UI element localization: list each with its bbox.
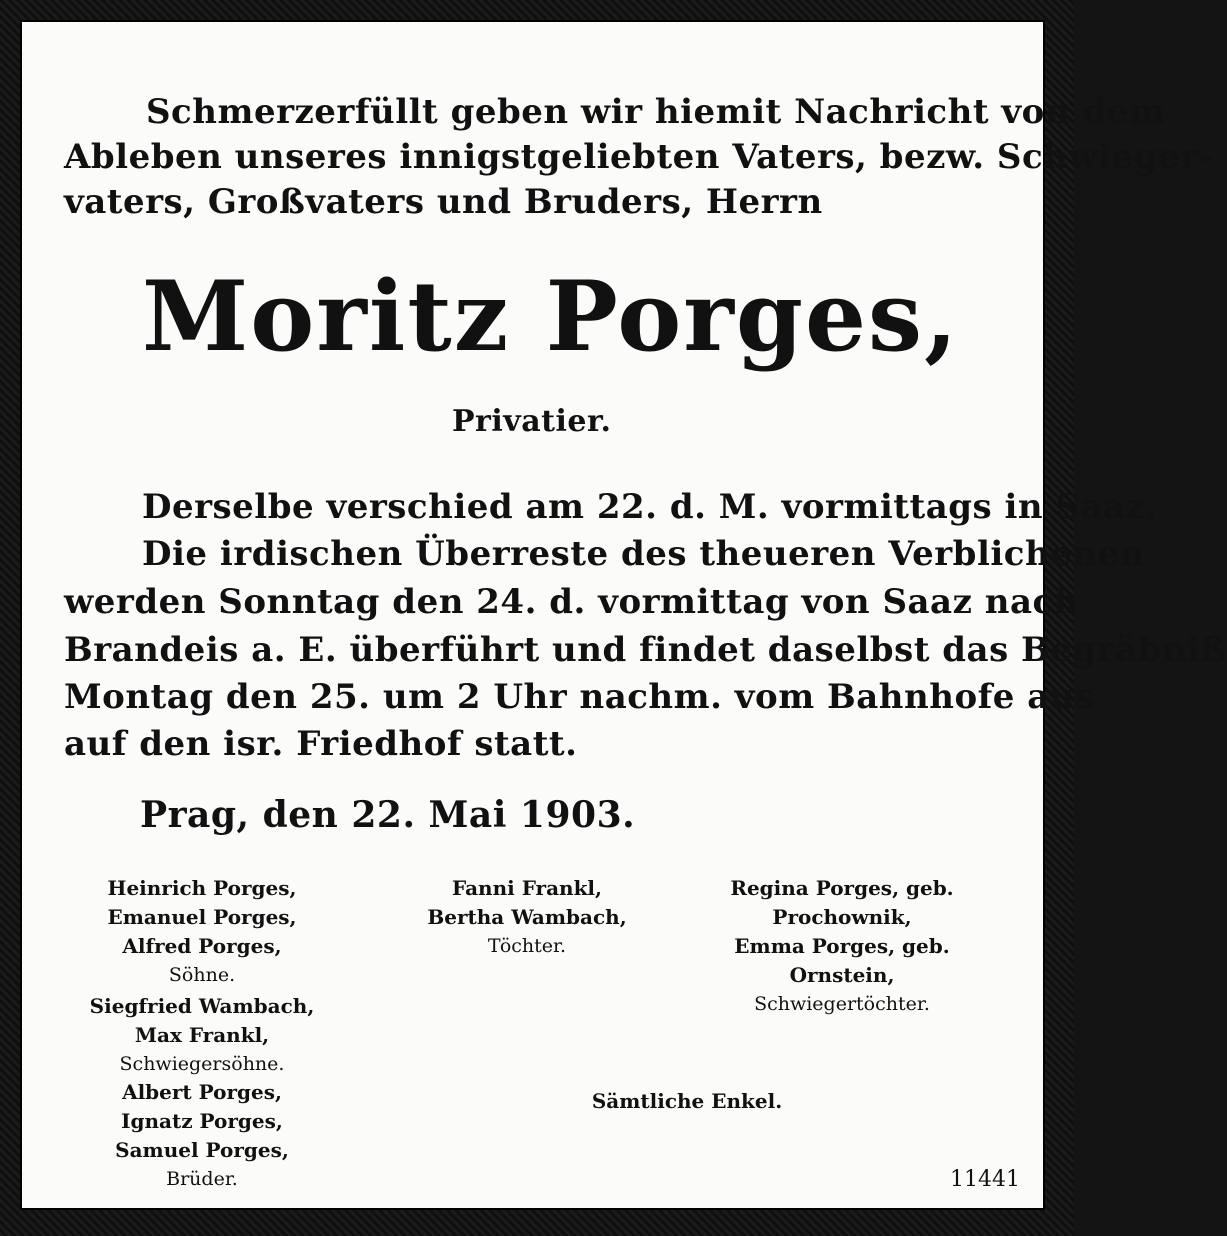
body-line-2: Die irdischen Überreste des theueren Verblichenen (142, 534, 1145, 574)
mourners-daughters-in-law (702, 874, 982, 1019)
intro-line-3: vaters, Großvaters und Bruders, Herrn (64, 182, 823, 222)
mourner-name: Ignatz Porges, (121, 1109, 283, 1133)
relation-label: Söhne. (168, 964, 236, 986)
mourner-name: Ornstein, (789, 963, 895, 987)
mourner-name: Emma Porges, geb. (734, 934, 950, 958)
deceased-title: Privatier. (452, 404, 612, 439)
grandchildren (562, 1087, 812, 1116)
grandchildren-label: Sämtliche Enkel. (591, 1089, 783, 1113)
mourner-name: Max Frankl, (134, 1023, 270, 1047)
mourner-name: Heinrich Porges, (107, 876, 297, 900)
intro-line-1: Schmerzerfüllt geben wir hiemit Nachricht von dem (146, 92, 1166, 132)
mourner-name: Albert Porges, (122, 1080, 282, 1104)
mourner-name: Samuel Porges, (115, 1138, 289, 1162)
body-line-1: Derselbe verschied am 22. d. M. vormittags in Saaz. (142, 487, 1158, 527)
body-line-5: Montag den 25. um 2 Uhr nachm. vom Bahnhofe aus (64, 677, 1095, 717)
relation-label: Schwiegersöhne. (119, 1053, 285, 1075)
mourner-name: Alfred Porges, (122, 934, 282, 958)
relation-label: Töchter. (487, 935, 567, 957)
body-line-6: auf den isr. Friedhof statt. (64, 724, 578, 764)
relation-label: Schwiegertöchter. (754, 993, 930, 1015)
relation-label: Brüder. (166, 1168, 238, 1190)
mourner-name: Regina Porges, geb. (730, 876, 954, 900)
obituary-notice (20, 20, 1227, 1210)
mourner-name: Fanni Frankl, (451, 876, 602, 900)
deceased-name: Moritz Porges, (142, 260, 960, 373)
mourners-sons (82, 874, 322, 990)
mourners-brothers (82, 1078, 322, 1194)
body-line-4: Brandeis a. E. überführt und findet daselbst das Begräbniß (64, 630, 1227, 670)
place-date: Prag, den 22. Mai 1903. (140, 794, 636, 836)
mourner-name: Siegfried Wambach, (89, 994, 315, 1018)
mourner-name: Prochownik, (772, 905, 912, 929)
body-line-3: werden Sonntag den 24. d. vormittag von Saaz nach (64, 582, 1079, 622)
intro-line-2: Ableben unseres innigstgeliebten Vaters, bezw. Schwieger- (64, 137, 1214, 177)
mourners-daughters (402, 874, 652, 961)
mourner-name: Bertha Wambach, (427, 905, 627, 929)
ad-number: 11441 (950, 1167, 1020, 1192)
mourner-name: Emanuel Porges, (107, 905, 297, 929)
mourners-sons-in-law (72, 992, 332, 1079)
